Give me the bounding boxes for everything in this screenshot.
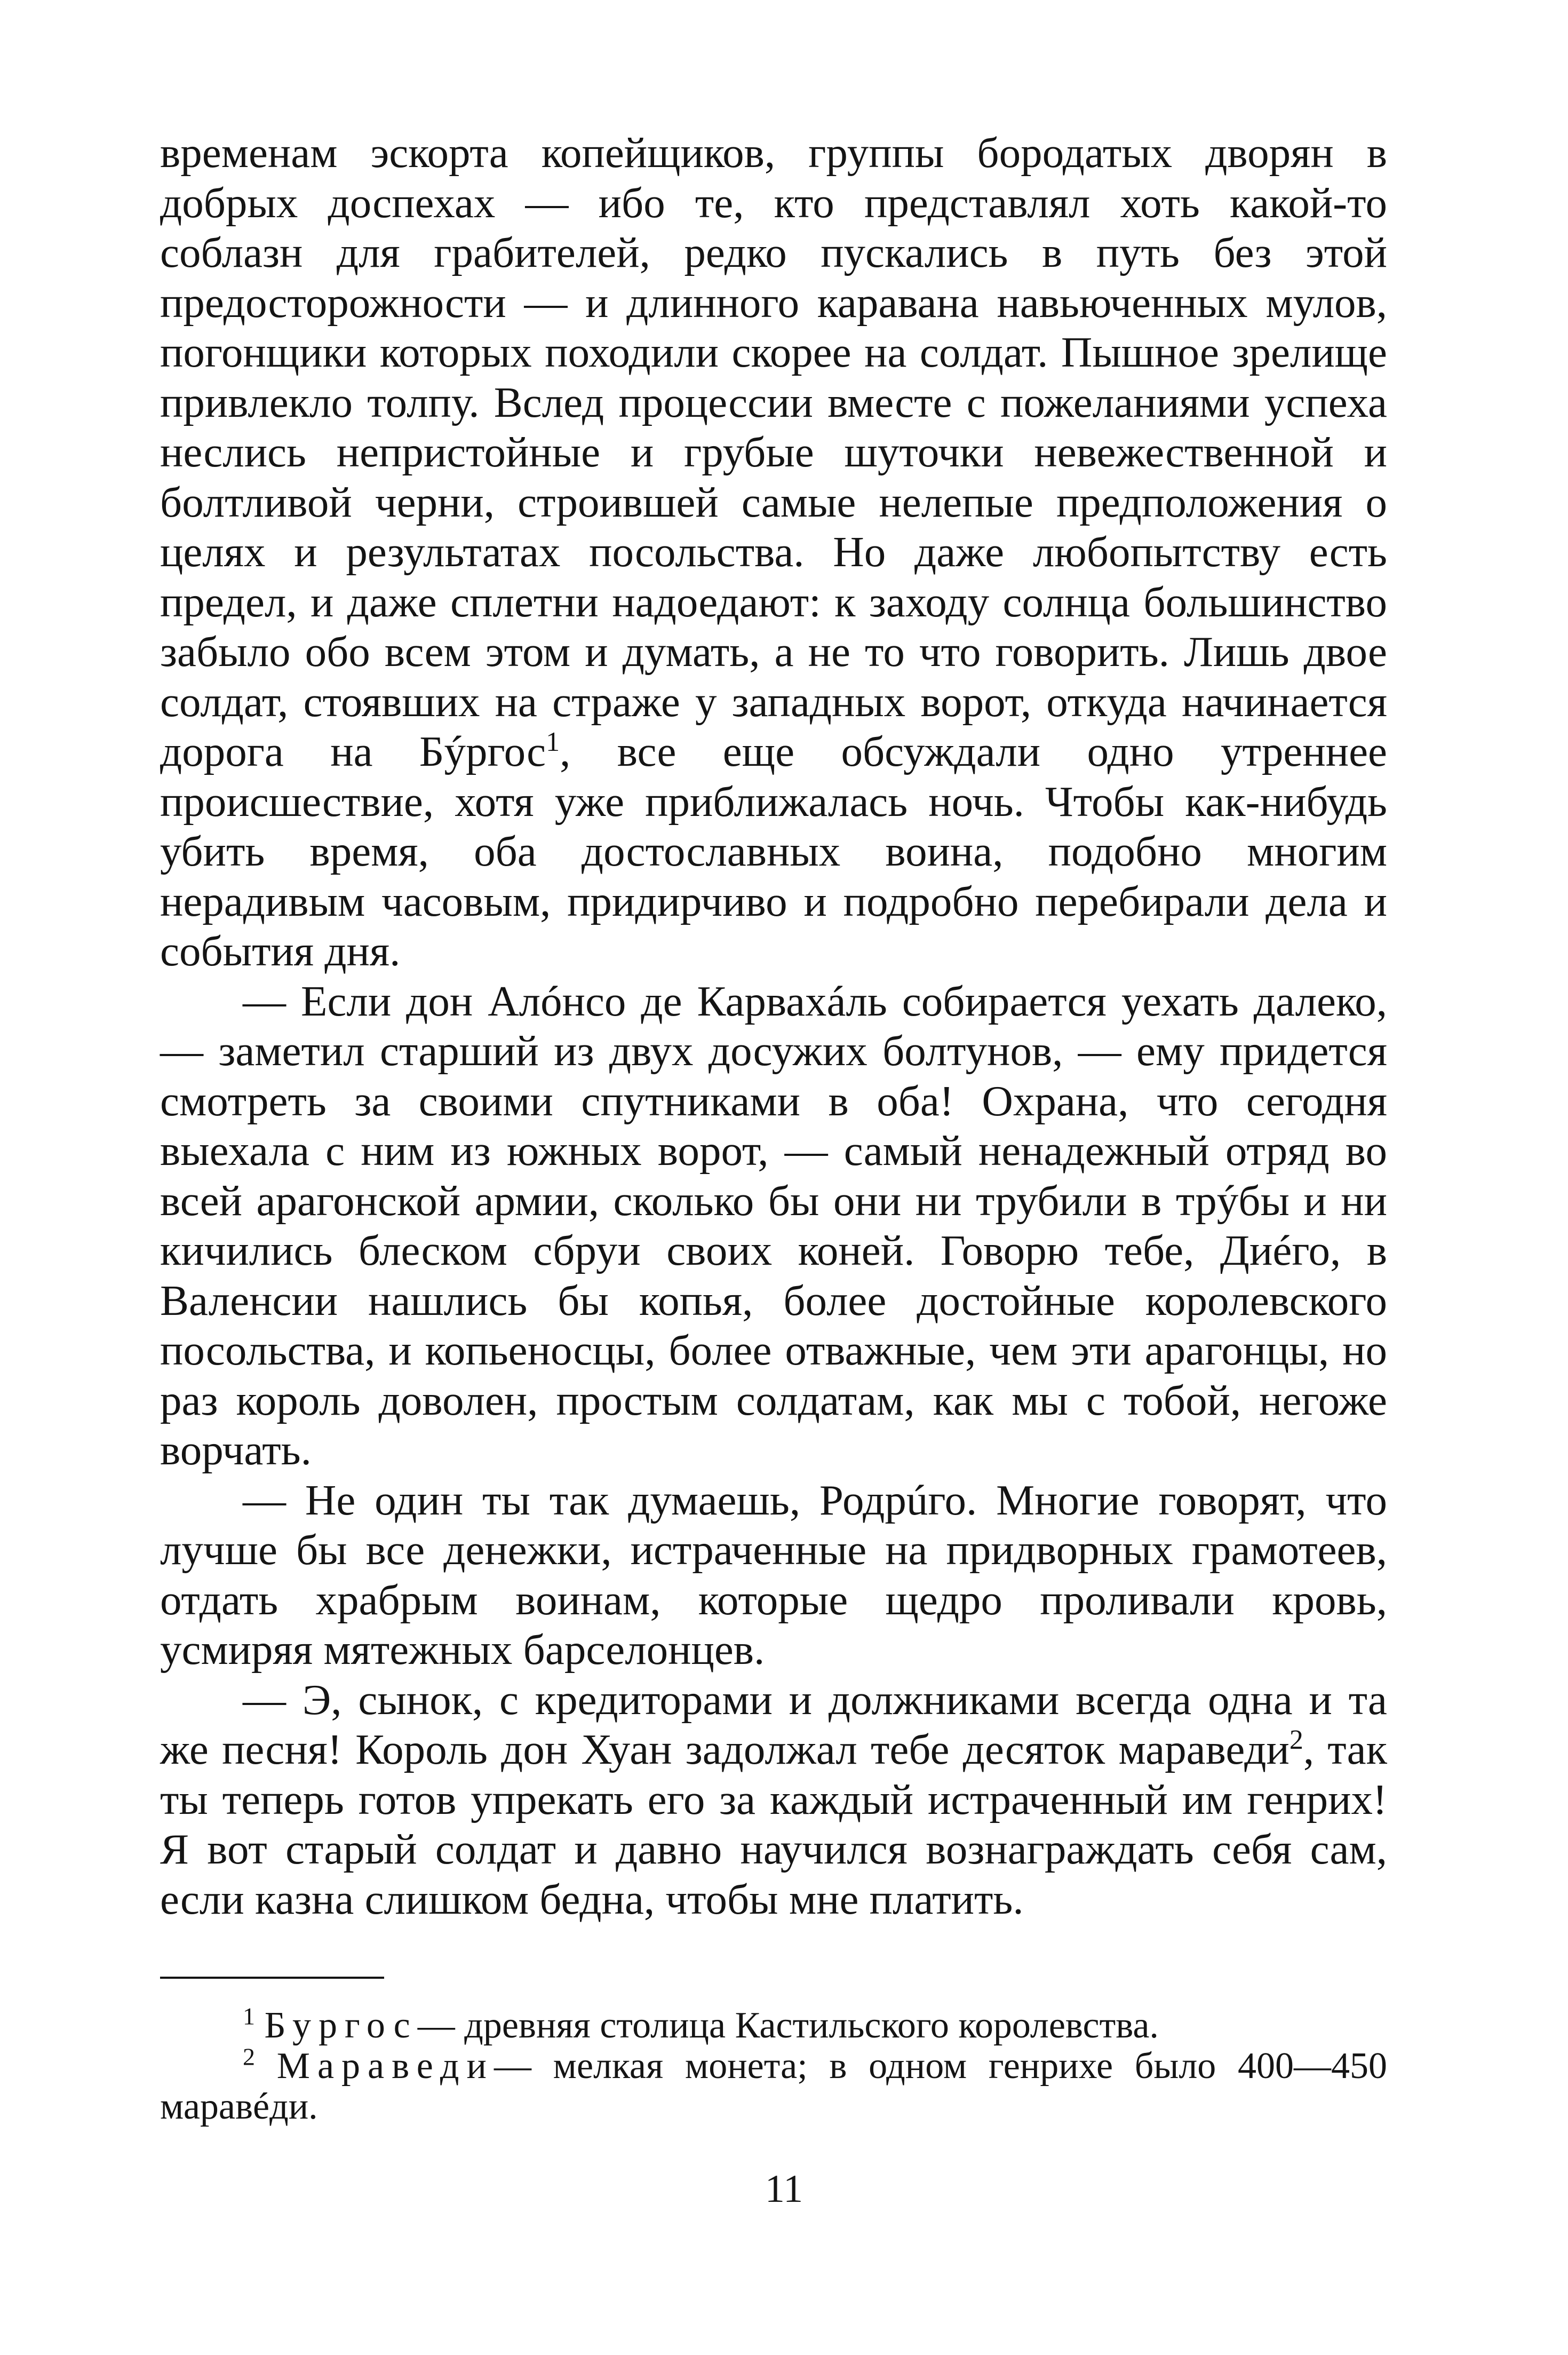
footnote-1 (160, 2002, 1387, 2046)
paragraph-3: — Не один ты так думаешь, Родрúго. Многие говорят, что лучше бы все денежки, истраченные на придворных грамотеев, отдать храбрым воинам, которые щедро проливали кровь, усмиряя мятежных барселонцев. (160, 1476, 1387, 1674)
footnote-term: Бургос (264, 2005, 418, 2046)
paragraph-4: — Э, сынок, с кредиторами и должниками всегда одна и та же песня! Король дон Хуан задолжал тебе десяток мараведи$^2$, так ты теперь готов упрекать его за каждый истраченный им генрих! Я вот старый солдат и давно научился вознаграждать себя сам, если казна слишком бедна, чтобы мне платить. (160, 1675, 1387, 1923)
footnote-marker-1: 1 (546, 727, 560, 757)
page-number: 11 (765, 2167, 803, 2211)
footnote-text: — древняя столица Кастильского королевства. (417, 2005, 1159, 2046)
paragraph-2: — Если дон Алóнсо де Карвахáль собирается уехать далеко, — заметил старший из двух досужих болтунов, — ему придется смотреть за своими спутниками в оба! Охрана, что сегодня выехала с ним из южных ворот, — самый ненадежный отряд во всей арагонской армии, сколько бы они ни трубили в трýбы и ни кичились блеском сбруи своих коней. Говорю тебе, Диéго, в Валенсии нашлись бы копья, более достойные королевского посольства, и копьеносцы, более отважные, чем эти арагонцы, но раз король доволен, простым солдатам, как мы с тобой, негоже ворчать. (160, 977, 1387, 1474)
footnote-text: — мелкая монета; в одном генрихе было 400—450 маравéди. (160, 2045, 1388, 2127)
footnote-marker-2: 2 (1289, 1725, 1303, 1755)
footnote-term: Мараведи (276, 2045, 494, 2087)
footnote-2 (160, 2043, 1388, 2127)
main-text (160, 128, 1387, 1924)
footnote-number: 1 (243, 2002, 255, 2030)
book-page (160, 128, 1387, 2127)
footnote-number: 2 (243, 2043, 255, 2071)
footnotes (160, 2002, 1388, 2127)
paragraph-1: временам эскорта копейщиков, группы бородатых дворян в добрых доспехах — ибо те, кто представлял хоть какой-то соблазн для грабителей, редко пускались в путь без этой предосторожности — и длинного каравана навьюченных мулов, погонщики которых походили скорее на солдат. Пышное зрелище привлекло толпу. Вслед процессии вместе с пожеланиями успеха неслись непристойные и грубые шуточки невежественной и болтливой черни, строившей самые нелепые предположения о целях и результатах посольства. Но даже любопытству есть предел, и даже сплетни надоедают: к заходу солнца большинство забыло обо всем этом и думать, а не то что говорить. Лишь двое солдат, стоявших на страже у западных ворот, откуда начинается дорога на Бýргос$^1$, все еще обсуждали одно утреннее происшествие, хотя уже приближалась ночь. Чтобы как-нибудь убить время, оба достославных воина, подобно многим нерадивым часовым, придирчиво и подробно перебирали дела и события дня. (160, 129, 1387, 975)
footnote-divider (160, 1977, 384, 1979)
